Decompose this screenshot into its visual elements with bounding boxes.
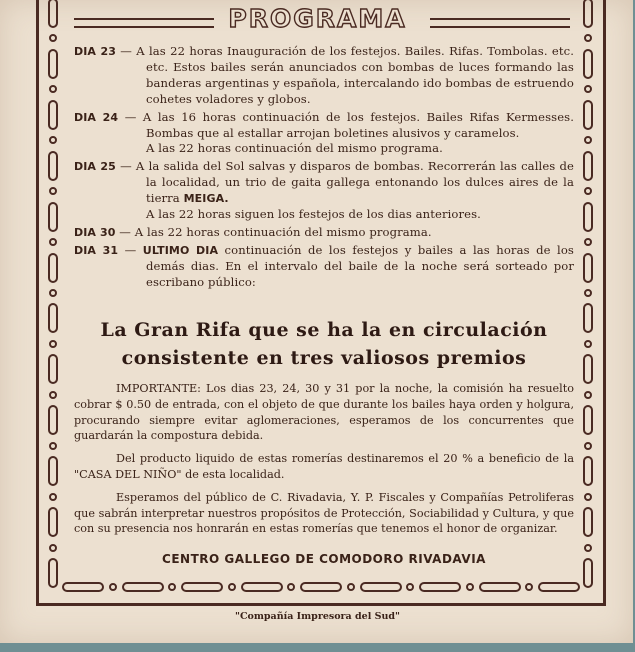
left-chain-border: [47, 0, 59, 588]
program-entry-25-extra: [74, 207, 574, 223]
right-chain-border: [582, 0, 594, 588]
entry-highlight: ULTIMO DIA: [142, 243, 219, 257]
program-body: [74, 44, 574, 291]
note-donation: Del producto liquido de estas romerías destinaremos el 20 % a beneficio de la "CASA DEL NIÑO" de esta localidad.: [74, 452, 574, 481]
entry-extra: A las 22 horas siguen los festejos de los dias anteriores.: [146, 207, 481, 222]
signature: CENTRO GALLEGO DE COMODORO RIVADAVIA: [162, 552, 486, 566]
raffle-line-2: consistente en tres valiosos premios: [121, 347, 527, 369]
program-entry-25: [74, 159, 574, 207]
program-entry-30: [74, 225, 574, 241]
program-entry-24: [74, 110, 574, 142]
entry-extra: A las 22 horas continuación del mismo programa.: [146, 141, 443, 156]
printer-credit: "Compañía Impresora del Sud": [235, 611, 400, 622]
entry-day: DIA 25: [74, 160, 116, 174]
program-entry-23: [74, 44, 574, 108]
entry-highlight: MEIGA.: [183, 192, 229, 206]
entry-text: continuación de los festejos y bailes a las horas de los demás dias. En el intervalo del baile de la noche será sorteado por escribano público:: [146, 242, 574, 289]
entry-day: DIA 30: [74, 225, 116, 239]
entry-dash: —: [124, 242, 137, 257]
raffle-announcement: [74, 316, 574, 372]
entry-text: — A las 22 horas Inauguración de los festejos. Bailes. Rifas. Tombolas. etc. etc. Estos bailes serán anunciados con bombas de luces formando las banderas argentinas y española, intercalando ido bombas de estruendo cohetes voladores y globos.: [120, 44, 574, 106]
entry-day: DIA 23: [74, 45, 116, 58]
program-entry-31: [74, 243, 574, 291]
note-invitation: Esperamos del público de C. Rivadavia, Y. P. Fiscales y Compañías Petroliferas que sabrán interpretar nuestros propósitos de Protección, Sociabilidad y Cultura, y que con su presencia nos honrarán en estas romerías que tenemos el honor de organizar.: [74, 490, 574, 536]
page-title: PROGRAMA: [228, 4, 407, 33]
entry-day: DIA 31: [74, 243, 119, 257]
bottom-chain-border: [62, 580, 580, 594]
entry-text: — A la salida del Sol salvas y disparos de bombas. Recorrerán las calles de la localidad, un trio de gaita gallega entonando los dulces aires de la tierra: [120, 159, 574, 206]
raffle-line-1: La Gran Rifa que se ha la en circulación: [100, 319, 548, 341]
program-entry-24-extra: [74, 141, 574, 157]
entry-text: — A las 16 horas continuación de los festejos. Bailes Rifas Kermesses. Bombas que al estallar arrojan boletines alusivos y caramelos.: [124, 109, 574, 140]
entry-day: DIA 24: [74, 110, 119, 124]
note-important: IMPORTANTE: Los dias 23, 24, 30 y 31 por la noche, la comisión ha resuelto cobrar $ 0.50 de entrada, con el objeto de que durante los bailes haya orden y holgura, procurando siempre evitar aglomeraciones, esperamos de los concurrentes que guardarán la compostura debida.: [74, 382, 574, 443]
notes-section: [74, 381, 574, 544]
entry-text: — A las 22 horas continuación del mismo programa.: [119, 224, 432, 239]
